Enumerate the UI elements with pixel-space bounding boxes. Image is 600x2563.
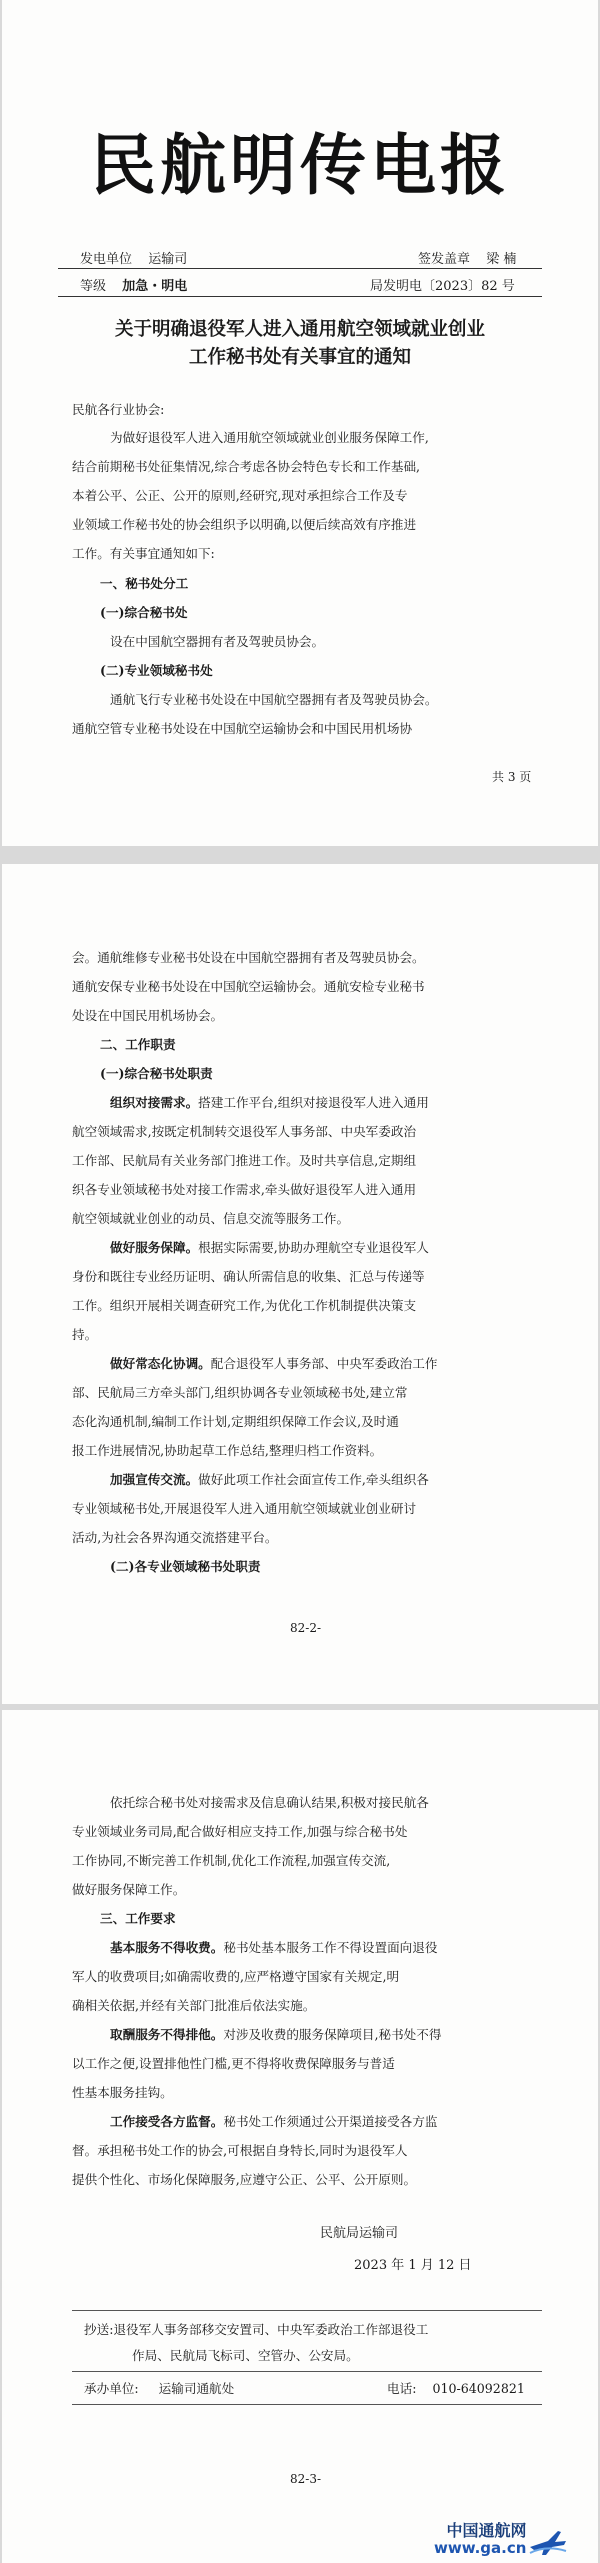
doc-number: 局发明电〔2023〕82 号	[370, 279, 515, 294]
notice-title-line-2: 工作秘书处有关事宜的通知	[188, 347, 411, 368]
footer-divider	[72, 2371, 542, 2372]
page-number: 82-2-	[290, 1621, 322, 1635]
signature-date: 2023 年 1 月 12 日	[354, 2258, 472, 2273]
footer-divider	[72, 2404, 542, 2405]
body-line: 通航安保专业秘书处设在中国航空运输协会。通航安检专业秘书	[72, 979, 425, 994]
body-line: 航空领域需求,按既定机制转交退役军人事务部、中央军委政治	[72, 1124, 417, 1139]
body-line: 工作部、民航局有关业务部门推进工作。及时共享信息,定期组	[72, 1153, 417, 1168]
body-line: 性基本服务挂钩。	[72, 2085, 173, 2100]
body-line: 部、民航局三方牵头部门,组织协调各专业领域秘书处,建立常	[72, 1385, 408, 1400]
cc-line-2: 作局、民航局飞标司、空管办、公安局。	[132, 2348, 359, 2363]
body-line: 持。	[72, 1327, 98, 1342]
duty-item-first-line: 做好常态化协调。配合退役军人事务部、中央军委政治工作	[110, 1356, 438, 1371]
document-page-1	[2, 0, 598, 846]
section-heading: 二、工作职责	[100, 1037, 176, 1052]
watermark-site-name: 中国通航网	[446, 2521, 527, 2540]
body-line: 为做好退役军人进入通用航空领域就业创业服务保障工作,	[110, 430, 429, 445]
document-page-2	[2, 864, 598, 1704]
body-line: 态化沟通机制,编制工作计划,定期组织保障工作会议,及时通	[72, 1414, 399, 1429]
header-divider	[58, 296, 542, 297]
requirement-first-line: 取酬服务不得排他。对涉及收费的服务保障项目,秘书处不得	[110, 2027, 442, 2042]
requirement-lead: 取酬服务不得排他。	[110, 2027, 224, 2042]
body-line: 工作。组织开展相关调查研究工作,为优化工作机制提供决策支	[72, 1298, 417, 1313]
masthead-title: 民航明传电报	[90, 126, 510, 204]
section-heading: 三、工作要求	[100, 1911, 176, 1926]
signer-value: 梁 楠	[486, 252, 517, 267]
watermark-url: www.ga.cn	[434, 2539, 527, 2557]
header-divider	[58, 268, 542, 269]
body-line: 确相关依据,并经有关部门批准后依法实施。	[72, 1998, 316, 2013]
body-line: 依托综合秘书处对接需求及信息确认结果,积极对接民航各	[110, 1795, 429, 1810]
duty-item-first-line: 做好服务保障。根据实际需要,协助办理航空专业退役军人	[110, 1240, 429, 1255]
grade-label: 等级	[80, 279, 107, 294]
body-line: 设在中国航空器拥有者及驾驶员协会。	[110, 634, 325, 649]
body-line: 通航飞行专业秘书处设在中国航空器拥有者及驾驶员协会。	[110, 692, 438, 707]
body-line: 专业领域业务司局,配合做好相应支持工作,加强与综合秘书处	[72, 1824, 408, 1839]
subsection-heading: (二)专业领域秘书处	[100, 663, 213, 678]
grade-value: 加急・明电	[122, 279, 188, 294]
signer-label: 签发盖章	[418, 252, 471, 267]
body-line: 督。承担秘书处工作的协会,可根据自身特长,同时为退役军人	[72, 2143, 408, 2158]
duty-lead: 组织对接需求。	[110, 1095, 199, 1110]
body-line: 报工作进展情况,协助起草工作总结,整理归档工作资料。	[72, 1443, 383, 1458]
body-line: 工作协同,不断完善工作机制,优化工作流程,加强宣传交流,	[72, 1853, 391, 1868]
subsection-heading: (二)各专业领域秘书处职责	[110, 1559, 261, 1574]
page-number: 82-3-	[290, 2472, 322, 2486]
body-line: 处设在中国民用机场协会。	[72, 1008, 224, 1023]
phone-field	[387, 2379, 525, 2398]
requirement-first-line: 工作接受各方监督。秘书处工作须通过公开渠道接受各方监	[110, 2114, 438, 2129]
handler-label: 承办单位:	[84, 2381, 139, 2396]
body-line: 军人的收费项目;如确需收费的,应严格遵守国家有关规定,明	[72, 1969, 400, 1984]
cc-label: 抄送:	[84, 2322, 114, 2337]
sender-value: 运输司	[148, 252, 188, 267]
cc-line-1: 抄送:退役军人事务部移交安置司、中央军委政治工作部退役工	[84, 2322, 429, 2337]
handler-value: 运输司通航处	[158, 2381, 235, 2396]
body-line: 会。通航维修专业秘书处设在中国航空器拥有者及驾驶员协会。	[72, 950, 425, 965]
notice-title-line-1: 关于明确退役军人进入通用航空领域就业创业	[114, 319, 485, 340]
site-watermark	[434, 2522, 568, 2557]
footer-divider	[72, 2310, 542, 2311]
signature-org: 民航局运输司	[320, 2226, 399, 2241]
body-line: 活动,为社会各界沟通交流搭建平台。	[72, 1530, 278, 1545]
grade-field	[80, 275, 187, 294]
requirement-lead: 工作接受各方监督。	[110, 2114, 224, 2129]
phone-label: 电话:	[387, 2381, 417, 2396]
subsection-heading: (一)综合秘书处职责	[100, 1066, 213, 1081]
phone-value: 010-64092821	[432, 2381, 525, 2396]
body-line: 结合前期秘书处征集情况,综合考虑各协会特色专长和工作基础,	[72, 459, 421, 474]
sender-field	[80, 248, 187, 267]
salutation: 民航各行业协会:	[72, 402, 165, 417]
body-line: 专业领域秘书处,开展退役军人进入通用航空领域就业创业研讨	[72, 1501, 417, 1516]
signer-field	[418, 248, 516, 267]
sender-label: 发电单位	[80, 252, 133, 267]
section-heading: 一、秘书处分工	[100, 576, 189, 591]
requirement-lead: 基本服务不得收费。	[110, 1940, 224, 1955]
body-line: 本着公平、公正、公开的原则,经研究,现对承担综合工作及专	[72, 488, 408, 503]
handler-field	[84, 2379, 234, 2398]
document-page-3	[2, 1710, 598, 2563]
duty-lead: 加强宣传交流。	[110, 1472, 199, 1487]
body-line: 身份和既往专业经历证明、确认所需信息的收集、汇总与传递等	[72, 1269, 425, 1284]
requirement-first-line: 基本服务不得收费。秘书处基本服务工作不得设置面向退役	[110, 1940, 438, 1955]
page-total: 共 3 页	[492, 770, 532, 784]
body-line: 航空领域就业创业的动员、信息交流等服务工作。	[72, 1211, 350, 1226]
body-line: 做好服务保障工作。	[72, 1882, 186, 1897]
body-line: 工作。有关事宜通知如下:	[72, 546, 215, 561]
duty-lead: 做好服务保障。	[110, 1240, 199, 1255]
duty-item-first-line: 加强宣传交流。做好此项工作社会面宣传工作,牵头组织各	[110, 1472, 429, 1487]
body-line: 以工作之便,设置排他性门槛,更不得将收费保障服务与普适	[72, 2056, 395, 2071]
duty-item-first-line: 组织对接需求。搭建工作平台,组织对接退役军人进入通用	[110, 1095, 429, 1110]
body-line: 业领域工作秘书处的协会组织予以明确,以便后续高效有序推进	[72, 517, 417, 532]
body-line: 通航空管专业秘书处设在中国航空运输协会和中国民用机场协	[72, 721, 413, 736]
duty-lead: 做好常态化协调。	[110, 1356, 211, 1371]
body-line: 织各专业领域秘书处对接工作需求,牵头做好退役军人进入通用	[72, 1182, 417, 1197]
subsection-heading: (一)综合秘书处	[100, 605, 188, 620]
airplane-logo-icon	[528, 2527, 568, 2557]
body-line: 提供个性化、市场化保障服务,应遵守公正、公平、公开原则。	[72, 2172, 417, 2187]
